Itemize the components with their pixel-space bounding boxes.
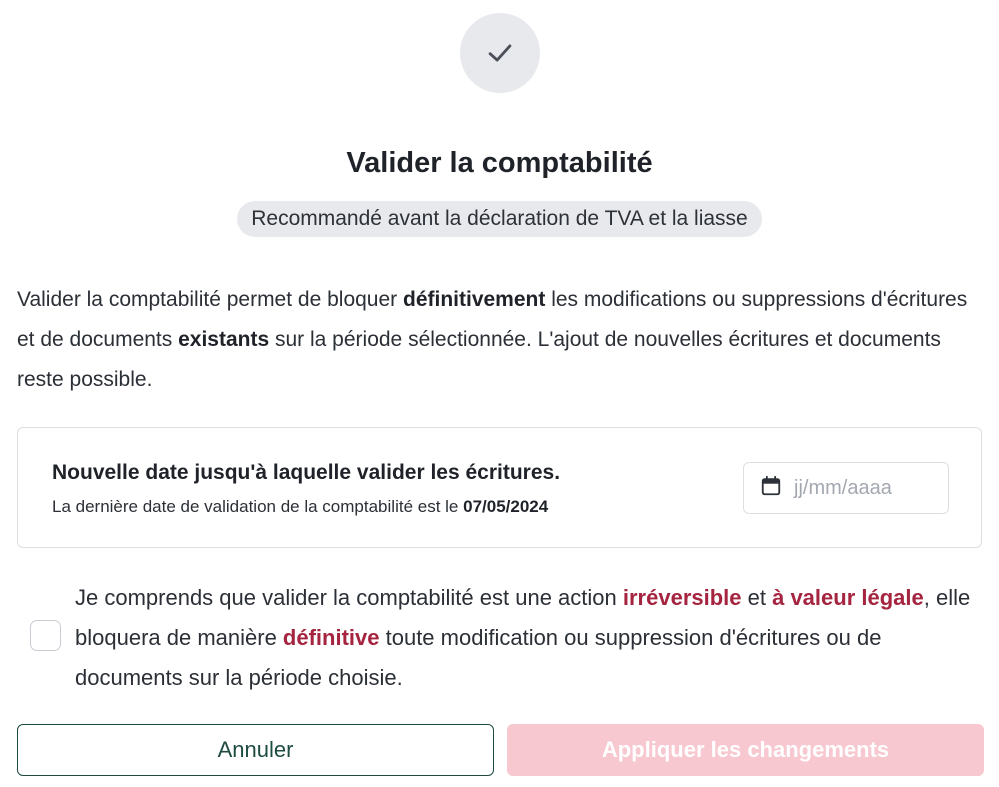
date-card-title: Nouvelle date jusqu'à laquelle valider les écritures. (52, 461, 561, 484)
last-date-prefix: La dernière date de validation de la comptabilité est le (52, 497, 464, 516)
consent-label[interactable] (75, 578, 975, 698)
description-emphasis: définitivement (403, 288, 546, 311)
calendar-icon[interactable] (760, 475, 782, 502)
badge-container (0, 201, 999, 237)
description-text (17, 280, 982, 400)
consent-section (17, 578, 982, 698)
description-part: les modifications ou suppressions d'écritures et de documents (17, 288, 968, 351)
date-card (17, 427, 982, 548)
last-validation-date: 07/05/2024 (463, 497, 549, 516)
validation-date-input[interactable] (743, 462, 949, 514)
description-emphasis: existants (178, 328, 270, 351)
modal-title: Valider la comptabilité (346, 147, 653, 179)
consent-text-part: Je comprends que valider la comptabilité est une action (75, 585, 623, 610)
date-card-subtitle (52, 497, 548, 517)
consent-text-part: toute modification ou suppression d'écritures ou de documents sur la période choisie. (75, 625, 882, 690)
recommendation-badge: Recommandé avant la déclaration de TVA et la liasse (237, 201, 762, 237)
description-part: Valider la comptabilité permet de bloquer (17, 288, 403, 311)
check-icon (460, 13, 540, 93)
consent-warning: définitive (282, 625, 380, 650)
date-input-placeholder[interactable]: jj/mm/aaaa (794, 476, 892, 499)
description-part: sur la période sélectionnée. L'ajout de nouvelles écritures et documents reste possible. (17, 328, 941, 391)
apply-changes-button[interactable]: Appliquer les changements (507, 724, 984, 776)
cancel-button[interactable]: Annuler (17, 724, 494, 776)
consent-checkbox[interactable] (30, 620, 61, 651)
consent-text-part: , elle bloquera de manière (75, 585, 971, 650)
consent-text-part: et (741, 585, 773, 610)
consent-warning: irréversible (622, 585, 742, 610)
consent-warning: à valeur légale (772, 585, 924, 610)
